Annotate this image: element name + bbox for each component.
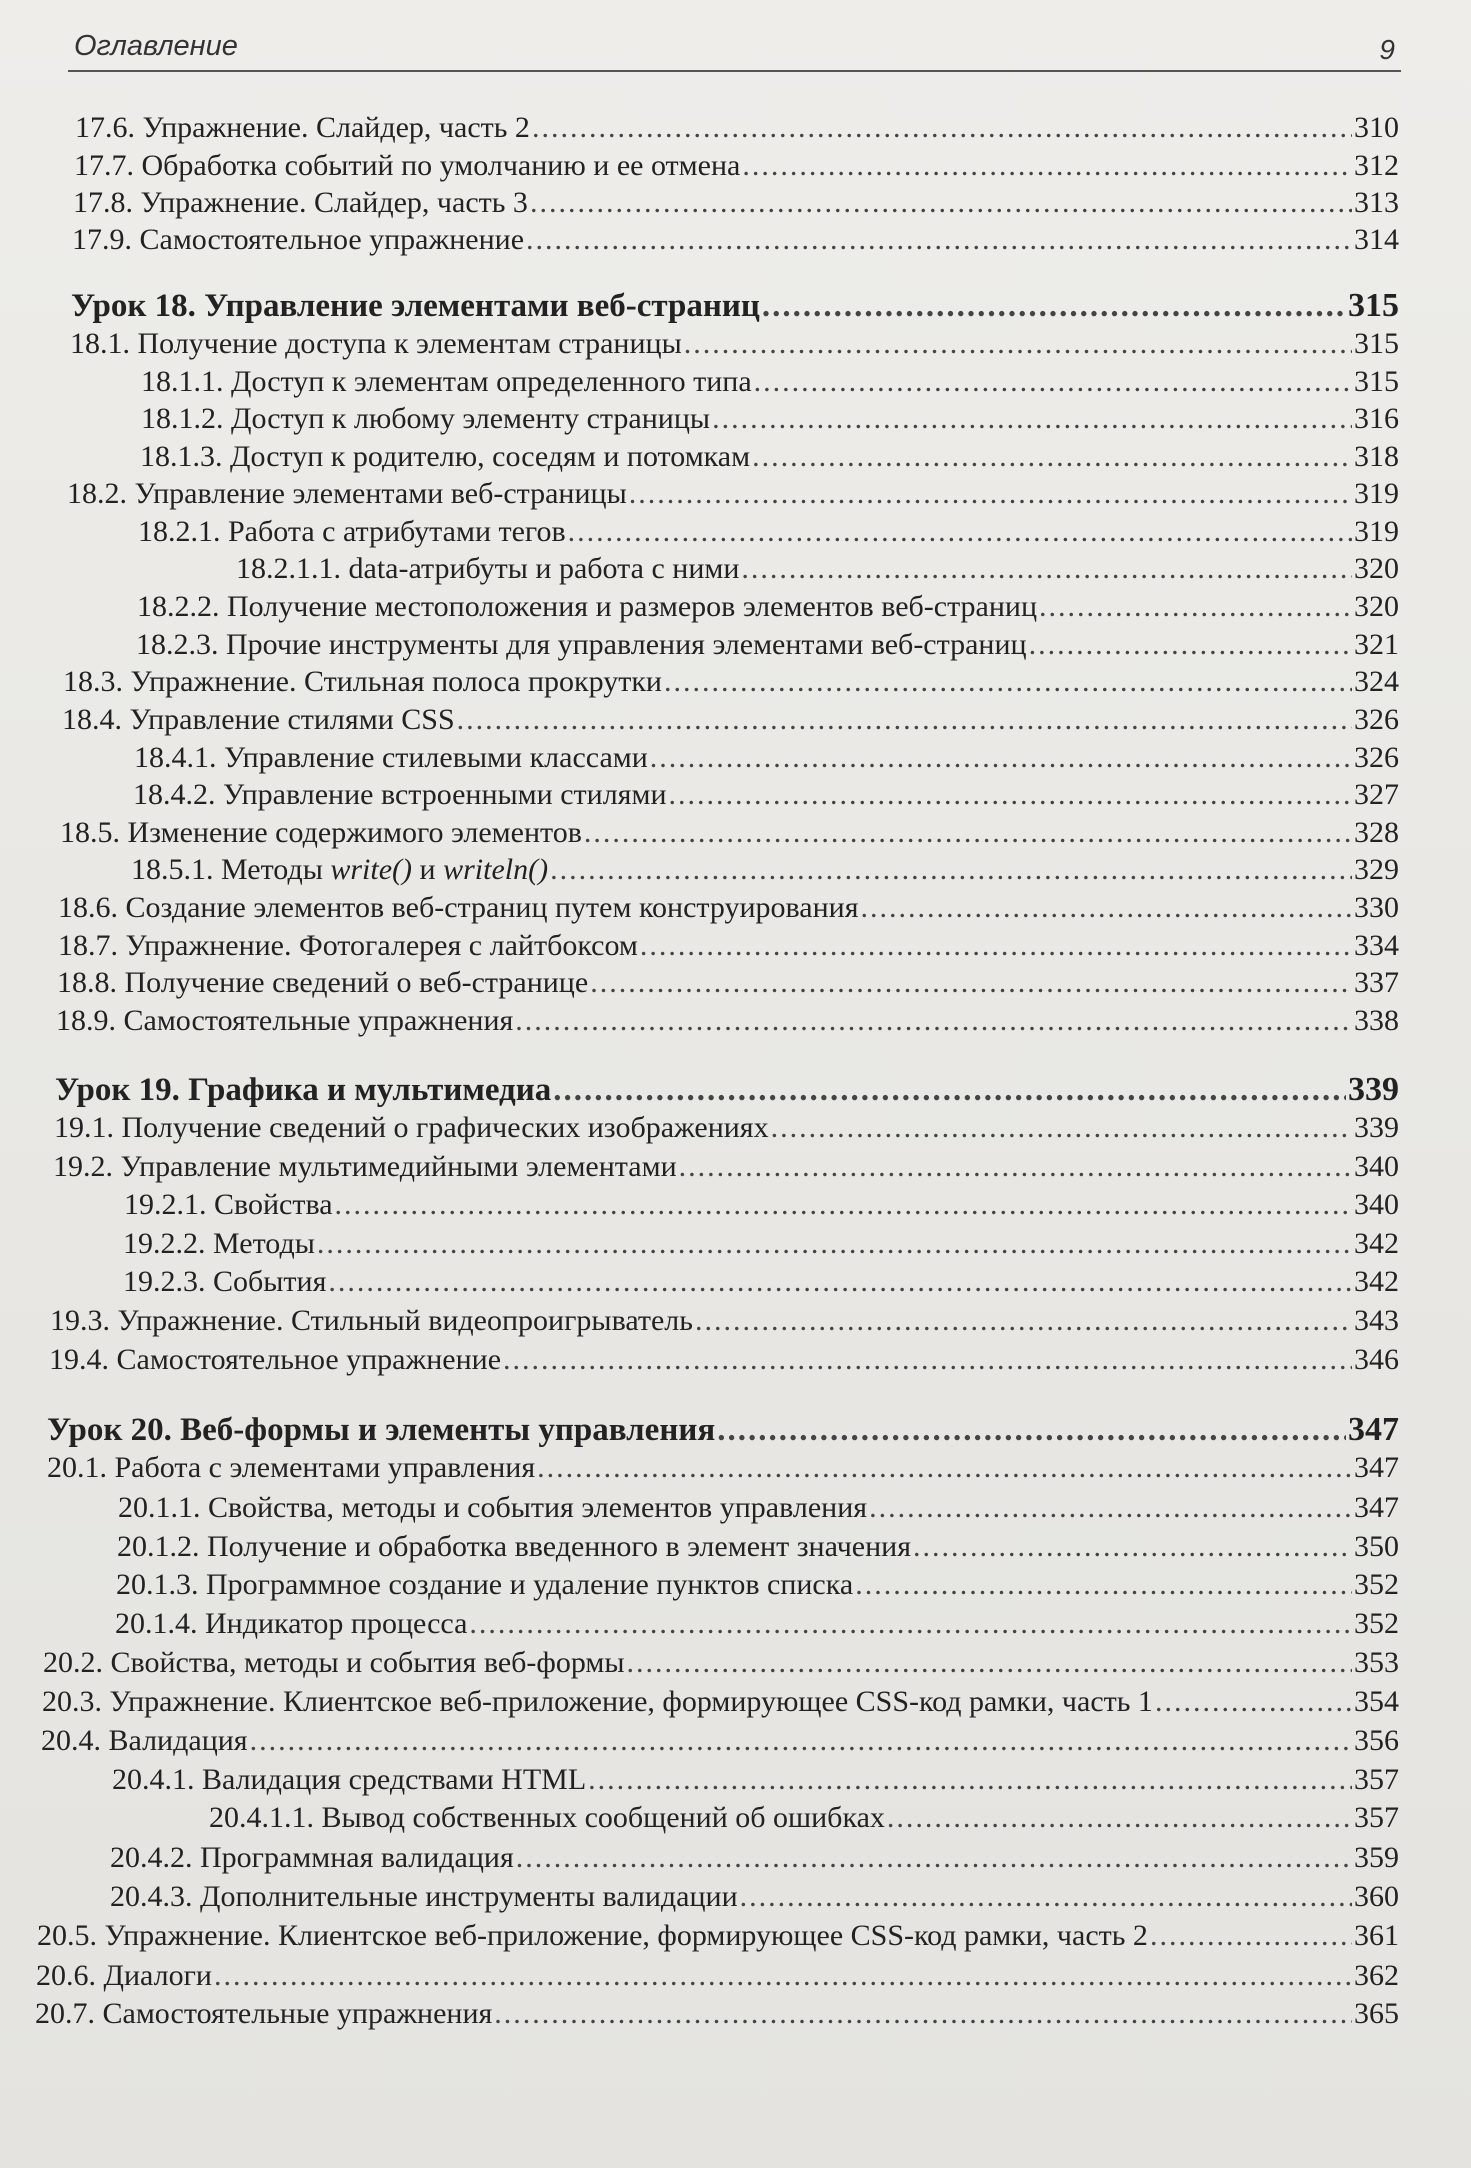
toc-page-number: 338 — [1354, 1004, 1399, 1037]
toc-entry — [112, 1762, 1399, 1798]
toc-entry — [141, 364, 1399, 400]
toc-entry-title: 17.9. Самостоятельное упражнение — [72, 223, 525, 256]
dot-leader — [553, 1072, 1346, 1108]
toc-entry — [73, 185, 1399, 221]
dot-leader — [526, 222, 1352, 258]
toc-page-number: 315 — [1354, 327, 1399, 360]
toc-entry-title: 18.5.1. Методы write() и writeln() — [131, 853, 549, 886]
toc-page-number: 362 — [1354, 1959, 1399, 1992]
toc-entry-title: 19.3. Упражнение. Стильный видеопроигрыватель — [50, 1304, 693, 1337]
dot-leader — [742, 148, 1352, 184]
toc-page-number: 357 — [1354, 1801, 1399, 1834]
toc-page-number: 359 — [1354, 1841, 1399, 1874]
toc-lesson-entry — [47, 1412, 1399, 1448]
dot-leader — [469, 1606, 1352, 1642]
toc-entry-title: Урок 18. Управление элементами веб-страниц — [71, 288, 760, 324]
toc-entry-title: 17.7. Обработка событий по умолчанию и ее отмена — [74, 149, 741, 182]
toc-entry-title: 18.5. Изменение содержимого элементов — [60, 816, 582, 849]
toc-entry-title: 18.2.3. Прочие инструменты для управления элементами веб-страниц — [136, 628, 1027, 661]
toc-page-number: 352 — [1354, 1607, 1399, 1640]
toc-entry — [63, 664, 1399, 700]
dot-leader — [550, 852, 1352, 888]
toc-entry-title: 20.6. Диалоги — [36, 1959, 212, 1992]
toc-page-number: 320 — [1354, 552, 1399, 585]
dot-leader — [695, 1303, 1352, 1339]
toc-page-number: 361 — [1354, 1919, 1399, 1952]
dot-leader — [457, 702, 1352, 738]
dot-leader — [684, 326, 1352, 362]
toc-entry-title: 18.1. Получение доступа к элементам страницы — [70, 327, 682, 360]
toc-page-number: 313 — [1354, 186, 1399, 219]
toc-page-number: 343 — [1354, 1304, 1399, 1337]
dot-leader — [762, 288, 1346, 324]
toc-entry-title: 19.2.1. Свойства — [124, 1188, 333, 1221]
toc-page-number: 353 — [1354, 1646, 1399, 1679]
toc-page-number: 324 — [1354, 665, 1399, 698]
dot-leader — [855, 1567, 1352, 1603]
dot-leader — [627, 1645, 1352, 1681]
dot-leader — [913, 1529, 1352, 1565]
toc-entry-title: 18.1.3. Доступ к родителю, соседям и потомкам — [140, 440, 751, 473]
toc-entry-title: 18.4.2. Управление встроенными стилями — [133, 778, 667, 811]
toc-entry — [116, 1567, 1399, 1603]
dot-leader — [530, 185, 1352, 221]
toc-entry-title: 20.4.1.1. Вывод собственных сообщений об ошибках — [209, 1801, 885, 1834]
toc-entry-title: 20.1.3. Программное создание и удаление пунктов списка — [116, 1568, 854, 1601]
toc-entry-title: 20.4. Валидация — [41, 1724, 248, 1757]
toc-page-number: 326 — [1354, 741, 1399, 774]
toc-page-number: 314 — [1354, 223, 1399, 256]
dot-leader — [588, 1762, 1352, 1798]
toc-entry — [43, 1645, 1399, 1681]
toc-entry-title: 20.4.1. Валидация средствами HTML — [112, 1763, 587, 1796]
dot-leader — [494, 1996, 1352, 2032]
dot-leader — [1039, 589, 1352, 625]
toc-page-number: 339 — [1354, 1111, 1399, 1144]
dot-leader — [328, 1264, 1352, 1300]
toc-entry — [74, 148, 1399, 184]
toc-entry — [118, 1490, 1399, 1526]
toc-entry — [54, 1110, 1399, 1146]
toc-entry — [124, 1187, 1399, 1223]
dot-leader — [250, 1723, 1352, 1759]
header-page-number: 9 — [1379, 34, 1395, 65]
dot-leader — [515, 1003, 1352, 1039]
dot-leader — [887, 1800, 1352, 1836]
toc-entry-title: Урок 20. Веб-формы и элементы управления — [47, 1412, 716, 1448]
toc-entry-title: 18.4. Управление стилями CSS — [62, 703, 455, 736]
toc-entry-title: 18.8. Получение сведений о веб-странице — [57, 966, 589, 999]
toc-entry-title: 20.2. Свойства, методы и события веб-формы — [43, 1646, 625, 1679]
toc-entry-title: 20.4.3. Дополнительные инструменты валидации — [110, 1880, 738, 1913]
toc-entry-title: 18.2. Управление элементами веб-страницы — [67, 477, 627, 510]
toc-entry — [137, 589, 1399, 625]
toc-page-number: 310 — [1354, 111, 1399, 144]
toc-entry-title: 20.7. Самостоятельные упражнения — [35, 1997, 493, 2030]
toc-page-number: 312 — [1354, 149, 1399, 182]
toc-entry-title: 18.3. Упражнение. Стильная полоса прокрутки — [63, 665, 662, 698]
toc-entry-title: 18.2.1. Работа с атрибутами тегов — [138, 515, 566, 548]
dot-leader — [861, 890, 1352, 926]
dot-leader — [335, 1187, 1352, 1223]
toc-entry — [70, 326, 1399, 362]
dot-leader — [516, 1840, 1352, 1876]
toc-entry-title: 18.4.1. Управление стилевыми классами — [134, 741, 648, 774]
toc-page-number: 347 — [1354, 1491, 1399, 1524]
toc-entry — [141, 401, 1399, 437]
toc-entry-title: 19.2. Управление мультимедийными элементами — [53, 1150, 677, 1183]
toc-page-number: 339 — [1348, 1071, 1399, 1108]
toc-entry-title: 18.6. Создание элементов веб-страниц путем конструирования — [58, 891, 859, 924]
toc-entry — [35, 1996, 1399, 2032]
toc-page-number: 319 — [1354, 477, 1399, 510]
toc-page-number: 337 — [1354, 966, 1399, 999]
toc-entry-title: 17.8. Упражнение. Слайдер, часть 3 — [73, 186, 528, 219]
toc-page-number: 347 — [1354, 1451, 1399, 1484]
toc-entry — [47, 1450, 1399, 1486]
toc-entry-title: 20.1. Работа с элементами управления — [47, 1451, 536, 1484]
toc-entry — [209, 1800, 1399, 1836]
toc-page-number: 346 — [1354, 1343, 1399, 1376]
toc-entry — [41, 1723, 1399, 1759]
toc-entry — [115, 1606, 1399, 1642]
toc-entry-title: 20.4.2. Программная валидация — [110, 1841, 514, 1874]
toc-entry — [49, 1342, 1399, 1378]
toc-page-number: 357 — [1354, 1763, 1399, 1796]
toc-entry — [58, 890, 1399, 926]
toc-page-number: 340 — [1354, 1150, 1399, 1183]
toc-page-number: 342 — [1354, 1265, 1399, 1298]
dot-leader — [503, 1342, 1352, 1378]
dot-leader — [717, 1412, 1346, 1448]
dot-leader — [712, 401, 1352, 437]
toc-entry-title: 18.1.2. Доступ к любому элементу страницы — [141, 402, 711, 435]
toc-entry — [60, 815, 1399, 851]
dot-leader — [629, 476, 1352, 512]
dot-leader — [679, 1149, 1352, 1185]
toc-entry-title: 19.4. Самостоятельное упражнение — [49, 1343, 502, 1376]
toc-entry — [57, 965, 1399, 1001]
toc-page-number: 328 — [1354, 816, 1399, 849]
toc-entry-title: 20.3. Упражнение. Клиентское веб-приложение, формирующее CSS-код рамки, часть 1 — [42, 1685, 1153, 1718]
dot-leader — [869, 1490, 1352, 1526]
toc-entry — [123, 1226, 1399, 1262]
toc-page-number: 318 — [1354, 440, 1399, 473]
toc-page-number: 330 — [1354, 891, 1399, 924]
toc-page-number: 315 — [1348, 287, 1399, 324]
toc-page-number: 334 — [1354, 929, 1399, 962]
dot-leader — [1150, 1918, 1352, 1954]
dot-leader — [741, 551, 1352, 587]
toc-entry — [72, 222, 1399, 258]
running-header — [68, 26, 1401, 72]
toc-page-number: 360 — [1354, 1880, 1399, 1913]
dot-leader — [669, 777, 1352, 813]
toc-entry-title: Урок 19. Графика и мультимедиа — [55, 1072, 552, 1108]
dot-leader — [214, 1958, 1352, 1994]
dot-leader — [317, 1226, 1352, 1262]
toc-page-number: 340 — [1354, 1188, 1399, 1221]
toc-entry-title: 19.2.3. События — [123, 1265, 327, 1298]
toc-page-number: 327 — [1354, 778, 1399, 811]
toc-entry — [136, 627, 1399, 663]
toc-entry-title: 19.2.2. Методы — [123, 1227, 315, 1260]
toc-entry — [134, 740, 1399, 776]
dot-leader — [740, 1879, 1352, 1915]
toc-entry — [75, 110, 1399, 146]
dot-leader — [752, 439, 1352, 475]
toc-entry-title: 18.9. Самостоятельные упражнения — [56, 1004, 514, 1037]
toc-entry-title: 18.1.1. Доступ к элементам определенного типа — [141, 365, 752, 398]
dot-leader — [1029, 627, 1352, 663]
dot-leader — [1155, 1684, 1352, 1720]
toc-page-number: 342 — [1354, 1227, 1399, 1260]
toc-page-number: 352 — [1354, 1568, 1399, 1601]
dot-leader — [771, 1110, 1352, 1146]
toc-entry — [37, 1918, 1399, 1954]
toc-page-number: 321 — [1354, 628, 1399, 661]
toc-entry-title: 20.1.4. Индикатор процесса — [115, 1607, 468, 1640]
toc-entry — [42, 1684, 1399, 1720]
toc-entry-title: 20.1.2. Получение и обработка введенного в элемент значения — [117, 1530, 912, 1563]
toc-entry-title: 20.5. Упражнение. Клиентское веб-приложение, формирующее CSS-код рамки, часть 2 — [37, 1919, 1148, 1952]
toc-entry — [67, 476, 1399, 512]
toc-page-number: 329 — [1354, 853, 1399, 886]
toc-page-number: 354 — [1354, 1685, 1399, 1718]
dot-leader — [537, 1450, 1352, 1486]
toc-page-number: 316 — [1354, 402, 1399, 435]
dot-leader — [584, 815, 1352, 851]
toc-entry — [138, 514, 1399, 550]
dot-leader — [640, 928, 1352, 964]
toc-page-number: 356 — [1354, 1724, 1399, 1757]
toc-entry — [117, 1529, 1399, 1565]
toc-entry — [62, 702, 1399, 738]
dot-leader — [590, 965, 1352, 1001]
toc-entry-title: 17.6. Упражнение. Слайдер, часть 2 — [75, 111, 530, 144]
toc-page-number: 319 — [1354, 515, 1399, 548]
toc-page-number: 365 — [1354, 1997, 1399, 2030]
toc-entry — [36, 1958, 1399, 1994]
toc-entry — [50, 1303, 1399, 1339]
dot-leader — [650, 740, 1352, 776]
toc-page-number: 320 — [1354, 590, 1399, 623]
toc-entry — [123, 1264, 1399, 1300]
toc-page-number: 350 — [1354, 1530, 1399, 1563]
toc-entry-title: 18.2.2. Получение местоположения и размеров элементов веб-страниц — [137, 590, 1038, 623]
toc-entry — [133, 777, 1399, 813]
dot-leader — [664, 664, 1352, 700]
toc-entry-title: 20.1.1. Свойства, методы и события элементов управления — [118, 1491, 868, 1524]
toc-entry — [140, 439, 1399, 475]
toc-entry — [131, 852, 1399, 888]
dot-leader — [754, 364, 1352, 400]
toc-entry-title: 19.1. Получение сведений о графических изображениях — [54, 1111, 769, 1144]
toc-lesson-entry — [55, 1072, 1399, 1108]
toc-entry — [236, 551, 1399, 587]
dot-leader — [532, 110, 1352, 146]
dot-leader — [568, 514, 1352, 550]
toc-page-number: 326 — [1354, 703, 1399, 736]
toc-entry — [110, 1840, 1399, 1876]
toc-entry — [56, 1003, 1399, 1039]
toc-entry-title: 18.2.1.1. data-атрибуты и работа с ними — [236, 552, 740, 585]
toc-entry — [110, 1879, 1399, 1915]
toc-lesson-entry — [71, 288, 1399, 324]
toc-entry-title: 18.7. Упражнение. Фотогалерея с лайтбоксом — [58, 929, 638, 962]
header-title: Оглавление — [74, 30, 238, 62]
toc-entry — [53, 1149, 1399, 1185]
toc-page-number: 315 — [1354, 365, 1399, 398]
toc-entry — [58, 928, 1399, 964]
toc-page-number: 347 — [1348, 1411, 1399, 1448]
